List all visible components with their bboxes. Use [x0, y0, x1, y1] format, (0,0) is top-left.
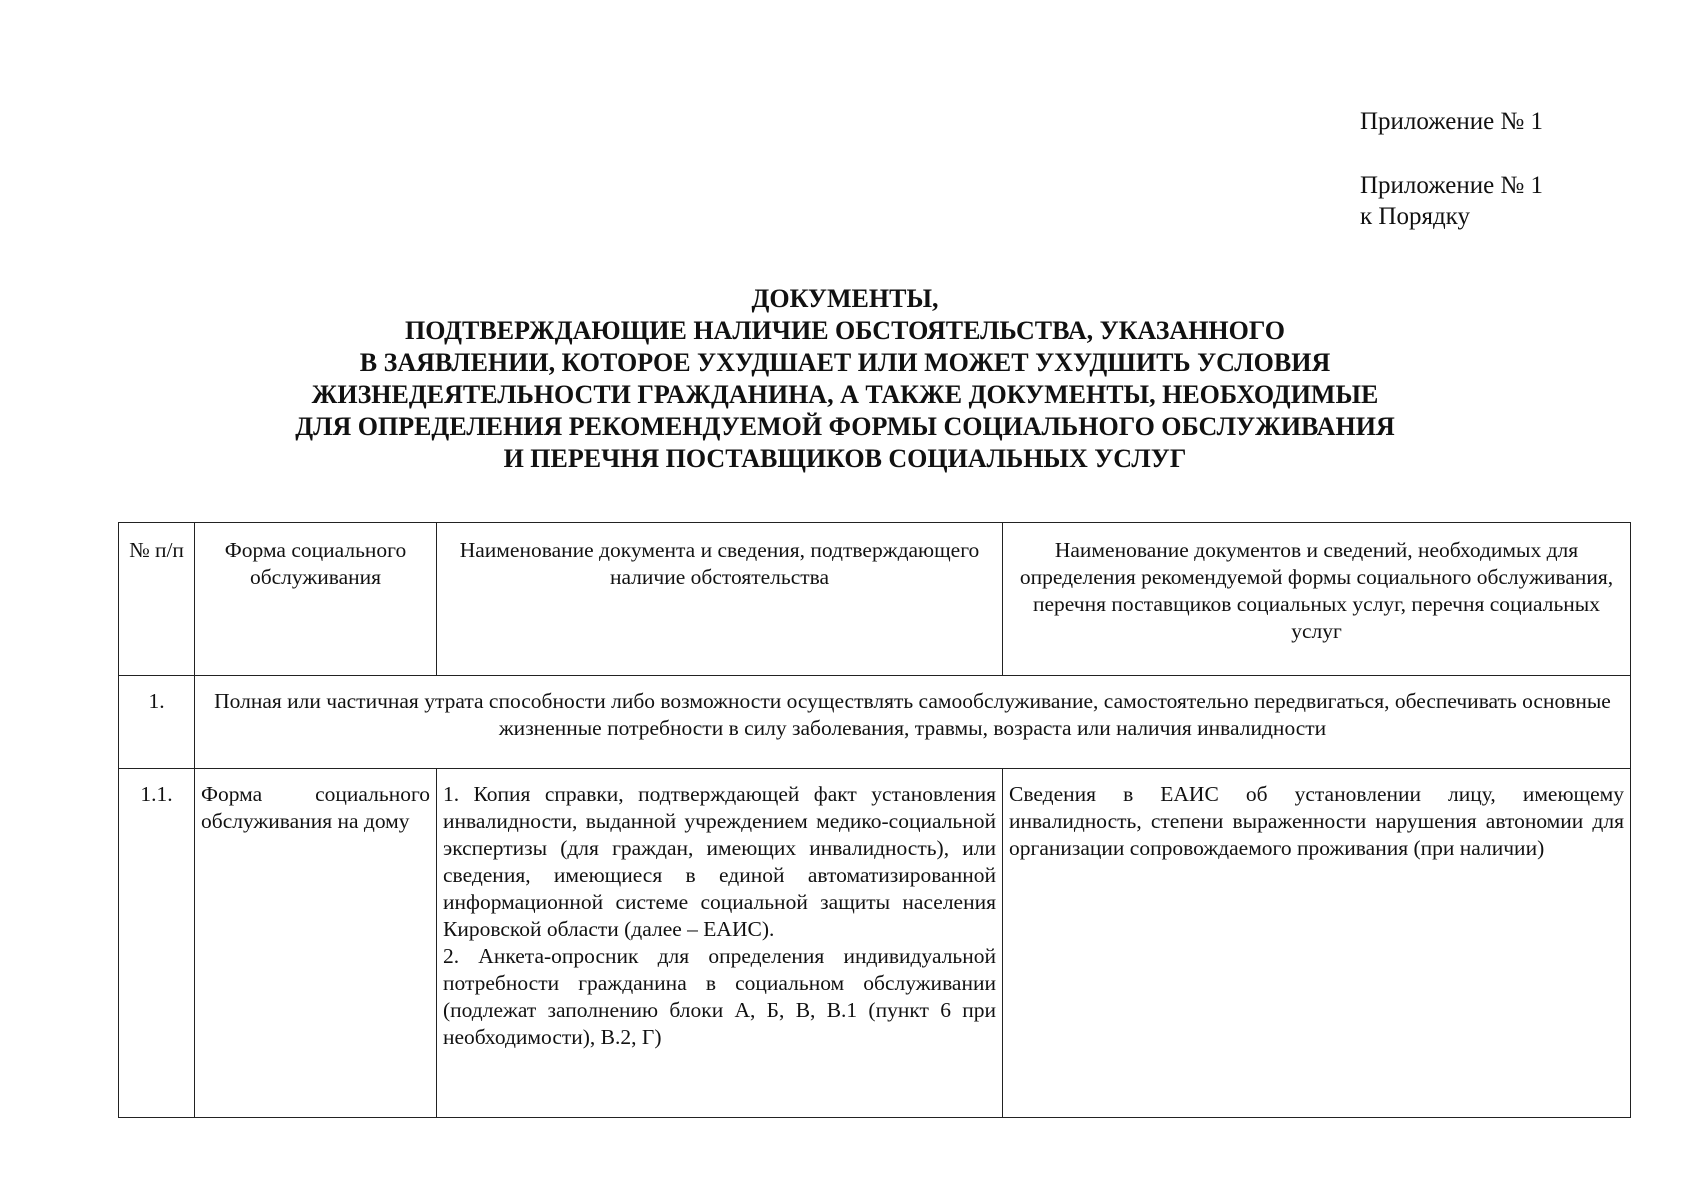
row-number: 1. [119, 676, 195, 769]
header-circumstance-documents: Наименование документа и сведения, подтверждающего наличие обстоятельства [437, 523, 1003, 676]
document-item: 2. Анкета-опросник для определения индивидуальной потребности гражданина в социальном обслуживании (подлежат заполнению блоки А, Б, В, В.1 (пункт 6 при необходимости), В.2, Г) [443, 944, 996, 1049]
title-line: ПОДТВЕРЖДАЮЩИЕ НАЛИЧИЕ ОБСТОЯТЕЛЬСТВА, УКАЗАННОГО [405, 316, 1285, 345]
documents-table [118, 522, 1631, 1118]
group-description: Полная или частичная утрата способности либо возможности осуществлять самообслуживание, самостоятельно передвигаться, обеспечивать основные жизненные потребности в силу заболевания, травмы, возраста или наличия инвалидности [195, 676, 1631, 769]
circumstance-documents-cell [437, 769, 1003, 1118]
document-item: 1. Копия справки, подтверждающей факт установления инвалидности, выданной учреждением медико-социальной экспертизы (для граждан, имеющих инвалидность), или сведения, имеющиеся в единой автоматизированной информационной системе социальной защиты населения Кировской области (далее – ЕАИС). [443, 782, 996, 941]
required-documents-cell: Сведения в ЕАИС об установлении лицу, имеющему инвалидность, степени выраженности нарушения автономии для организации сопровождаемого проживания (при наличии) [1003, 769, 1631, 1118]
annex-order-label [1360, 170, 1543, 232]
title-line: В ЗАЯВЛЕНИИ, КОТОРОЕ УХУДШАЕТ ИЛИ МОЖЕТ УХУДШИТЬ УСЛОВИЯ [359, 348, 1331, 377]
annex-line: Приложение № 1 [1360, 172, 1544, 199]
title-line: ДОКУМЕНТЫ, [751, 284, 939, 313]
annex-line: Приложение № 1 [1360, 108, 1544, 135]
header-required-documents: Наименование документов и сведений, необходимых для определения рекомендуемой формы социального обслуживания, перечня поставщиков социальных услуг, перечня социальных услуг [1003, 523, 1631, 676]
service-form-cell: Форма социального обслуживания на дому [195, 769, 437, 1118]
header-number: № п/п [119, 523, 195, 676]
header-service-form: Форма социального обслуживания [195, 523, 437, 676]
table-row [119, 676, 1631, 769]
table-header-row [119, 523, 1631, 676]
annex-order-line: к Порядку [1360, 203, 1470, 230]
title-line: ЖИЗНЕДЕЯТЕЛЬНОСТИ ГРАЖДАНИНА, А ТАКЖЕ ДОКУМЕНТЫ, НЕОБХОДИМЫЕ [311, 380, 1379, 409]
title-line: ДЛЯ ОПРЕДЕЛЕНИЯ РЕКОМЕНДУЕМОЙ ФОРМЫ СОЦИАЛЬНОГО ОБСЛУЖИВАНИЯ [295, 412, 1395, 441]
table-row [119, 769, 1631, 1118]
title-line: И ПЕРЕЧНЯ ПОСТАВЩИКОВ СОЦИАЛЬНЫХ УСЛУГ [503, 444, 1187, 473]
document-title [180, 283, 1510, 475]
row-number: 1.1. [119, 769, 195, 1118]
annex-label [1360, 106, 1543, 137]
